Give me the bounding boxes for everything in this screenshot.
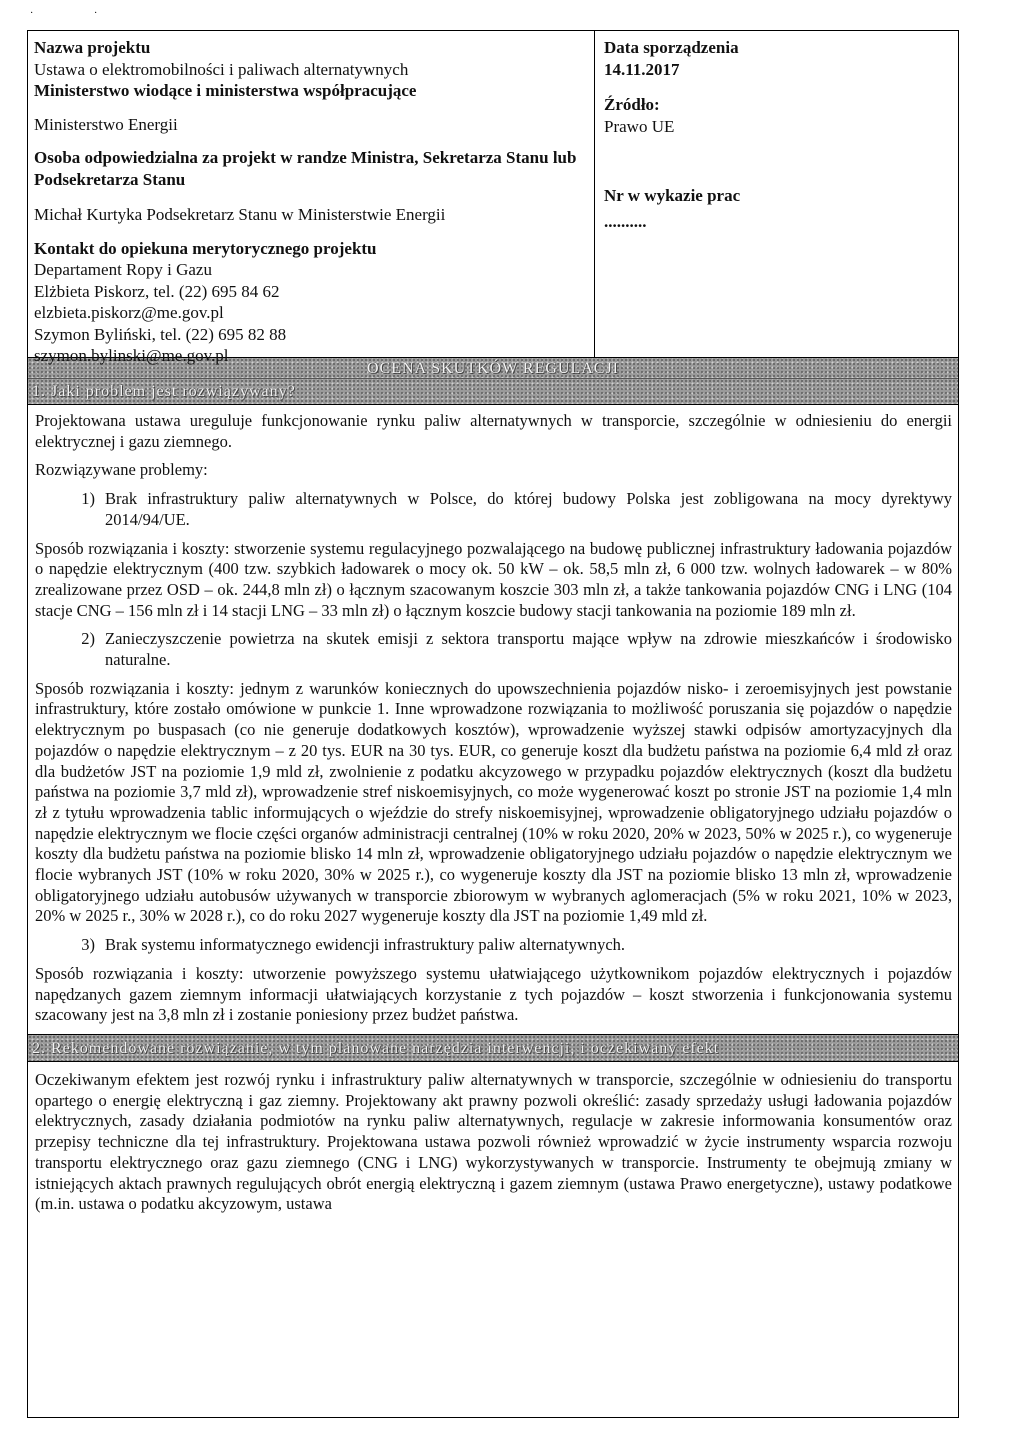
problem-number: 1) bbox=[81, 489, 95, 509]
problem-item bbox=[35, 629, 952, 670]
worklist-label: Nr w wykazie prac bbox=[604, 186, 741, 205]
problem-number: 2) bbox=[81, 629, 95, 649]
ministries: Ministerstwo Energii bbox=[34, 114, 178, 134]
project-name-label: Nazwa projektu bbox=[34, 38, 151, 57]
problem-solution: Sposób rozwiązania i koszty: stworzenie systemu regulacyjnego pozwalającego na budowę publicznej infrastruktury ładowania pojazdów o napędzie elektrycznym (400 tzw. szybkich ładowarek o mocy ok. 50 kW – ok. 58,5 mln zł, 6 000 tzw. wolnych ładowarek – w 80% zrealizowane przez OSD – ok. 244,8 mln zł) o łącznym szacowanym koszcie 303 mln zł, a także tankowania pojazdów CNG i LNG (104 stacje CNG – 156 mln zł i 14 stacji LNG – 33 mln zł) o łącznym koszcie budowy stacji tankowania na poziomie 189 mln zł. bbox=[35, 538, 952, 620]
problems-label: Rozwiązywane problemy: bbox=[35, 460, 208, 480]
problem-item bbox=[35, 489, 952, 530]
section1-title-bar: 1. Jaki problem jest rozwiązywany? bbox=[28, 379, 958, 405]
ministries-label: Ministerstwo wiodące i ministerstwa współpracujące bbox=[34, 81, 417, 100]
section2-body: Oczekiwanym efektem jest rozwój rynku i infrastruktury paliw alternatywnych w transporcie, szczególnie w odniesieniu do transportu opartego o energię elektryczną i gaz ziemny. Projektowany akt prawny pozwoli określić: zasady sprzedaży usługi ładowania pojazdów elektrycznych, zasady działania podmiotów na rynku paliw alternatywnych, regulacje w zakresie informowania konsumentów oraz przepisy techniczne dla tej infrastruktury. Projektowana ustawa pozwoli również wprowadzić w życie instrumenty wsparcia rozwoju transportu elektrycznego oraz gazu ziemnego (CNG i LNG) wykorzystywanych w transporcie. Instrumenty te obejmują zmiany w istniejących aktach prawnych regulujących obrót energią elektryczną i gazem ziemnym (ustawa Prawo energetyczne), ustawy podatkowe (m.in. ustawa o podatku akcyzowym, ustawa bbox=[35, 1069, 952, 1214]
date-label: Data sporządzenia bbox=[604, 38, 739, 57]
problem-text: Brak systemu informatycznego ewidencji infrastruktury paliw alternatywnych. bbox=[105, 935, 626, 955]
contact-line: Elżbieta Piskorz, tel. (22) 695 84 62 bbox=[34, 281, 280, 301]
problem-solution: Sposób rozwiązania i koszty: jednym z warunków koniecznych do upowszechnienia pojazdów nisko- i zeroemisyjnych jest powstanie infrastruktury, które zostało omówione w punkcie 1. Inne wprowadzone rozwiązania to możliwość poruszania się pojazdów o napędzie elektrycznym po buspasach (co nie generuje dodatkowych kosztów), wprowadzenie wyższej stawki odpisów amortyzacyjnych dla pojazdów o napędzie elektrycznym – z 20 tys. EUR na 30 tys. EUR, co generuje koszt dla budżetu państwa na poziomie 6,4 mld zł oraz dla budżetów JST na poziomie 1,9 mld zł, zwolnienie z podatku akcyzowego w przypadku pojazdów elektrycznych (koszt dla budżetu państwa na poziomie 3,7 mld zł), wprowadzenie stref niskoemisyjnych, co może wygenerować koszt po stronie JST na poziomie 1,4 mln zł z tytułu wprowadzenia tablic informujących o wjeździe do strefy niskoemisyjnej, wprowadzenie obligatoryjnego udziału pojazdów o napędzie elektrycznym we flocie części organów administracji centralnej (10% w roku 2020, 20% w 2023, 50% w 2025 r.), co wygeneruje koszty dla budżetu państwa na poziomie blisko 14 mln zł, wprowadzenie obligatoryjnego udziału pojazdów o napędzie elektrycznym we flocie wybranych JST (10% w roku 2020, 30% w 2025 r.), co wygeneruje koszty dla JST na poziomie blisko 13 mln zł, wprowadzenie obligatoryjnego udziału autobusów używanych w transporcie zbiorowym w wybranych aglomeracjach (5% w roku 2021, 10% w 2023, 20% w 2025 r., 30% w 2028 r.), co do roku 2027 wygeneruje koszty dla JST na poziomie 1,49 mld zł. bbox=[35, 678, 952, 926]
problem-text: Brak infrastruktury paliw alternatywnych w Polsce, do której budowy Polska jest zobligowana na mocy dyrektywy 2014/94/UE. bbox=[105, 489, 952, 529]
section2 bbox=[28, 1034, 958, 1215]
worklist-value: .......... bbox=[604, 211, 647, 231]
date-value: 14.11.2017 bbox=[604, 59, 680, 79]
contact-email-link[interactable]: szymon.bylinski@me.gov.pl bbox=[34, 346, 229, 365]
project-name: Ustawa o elektromobilności i paliwach alternatywnych bbox=[34, 59, 409, 79]
responsible-person: Michał Kurtyka Podsekretarz Stanu w Ministerstwie Energii bbox=[34, 205, 446, 224]
header-left-cell bbox=[28, 31, 595, 365]
section2-title-bar: 2. Rekomendowane rozwiązanie, w tym planowane narzędzia interwencji, i oczekiwany efekt bbox=[28, 1034, 958, 1062]
source-value: Prawo UE bbox=[604, 116, 675, 136]
section1-body bbox=[28, 405, 958, 1026]
scan-mark: · bbox=[30, 8, 34, 19]
header-right-cell bbox=[595, 31, 958, 357]
responsible-label: Osoba odpowiedzialna za projekt w randze Ministra, Sekretarza Stanu lub Podsekretarza Stanu bbox=[34, 148, 577, 189]
source-label: Źródło: bbox=[604, 95, 660, 114]
contact-label: Kontakt do opiekuna merytorycznego projektu bbox=[34, 238, 377, 258]
problem-number: 3) bbox=[81, 935, 95, 955]
section1-intro: Projektowana ustawa ureguluje funkcjonowanie rynku paliw alternatywnych w transporcie, szczególnie w odniesieniu do energii elektrycznej i gazu ziemnego. bbox=[35, 411, 952, 451]
problem-solution: Sposób rozwiązania i koszty: utworzenie powyższego systemu ułatwiającego użytkownikom pojazdów elektrycznych i pojazdów napędzanych gazem ziemnym informacji ułatwiających korzystanie z tych pojazdów – koszt stworzenia i funkcjonowania systemu szacowany jest na 3,8 mln zł i zostanie poniesiony przez budżet państwa. bbox=[35, 963, 952, 1025]
scan-mark: · bbox=[94, 8, 98, 19]
problem-text: Zanieczyszczenie powietrza na skutek emisji z sektora transportu mające wpływ na zdrowie mieszkańców i środowisko naturalne. bbox=[105, 629, 952, 670]
osr-form bbox=[27, 30, 959, 1418]
contact-line: Departament Ropy i Gazu bbox=[34, 260, 212, 279]
ocena-title-bar: OCENA SKUTKÓW REGULACJI bbox=[28, 358, 958, 379]
contact-line: Szymon Byliński, tel. (22) 695 82 88 bbox=[34, 324, 287, 344]
contact-email-link[interactable]: elzbieta.piskorz@me.gov.pl bbox=[34, 303, 224, 322]
problem-item bbox=[35, 935, 952, 956]
header-table bbox=[28, 31, 958, 365]
